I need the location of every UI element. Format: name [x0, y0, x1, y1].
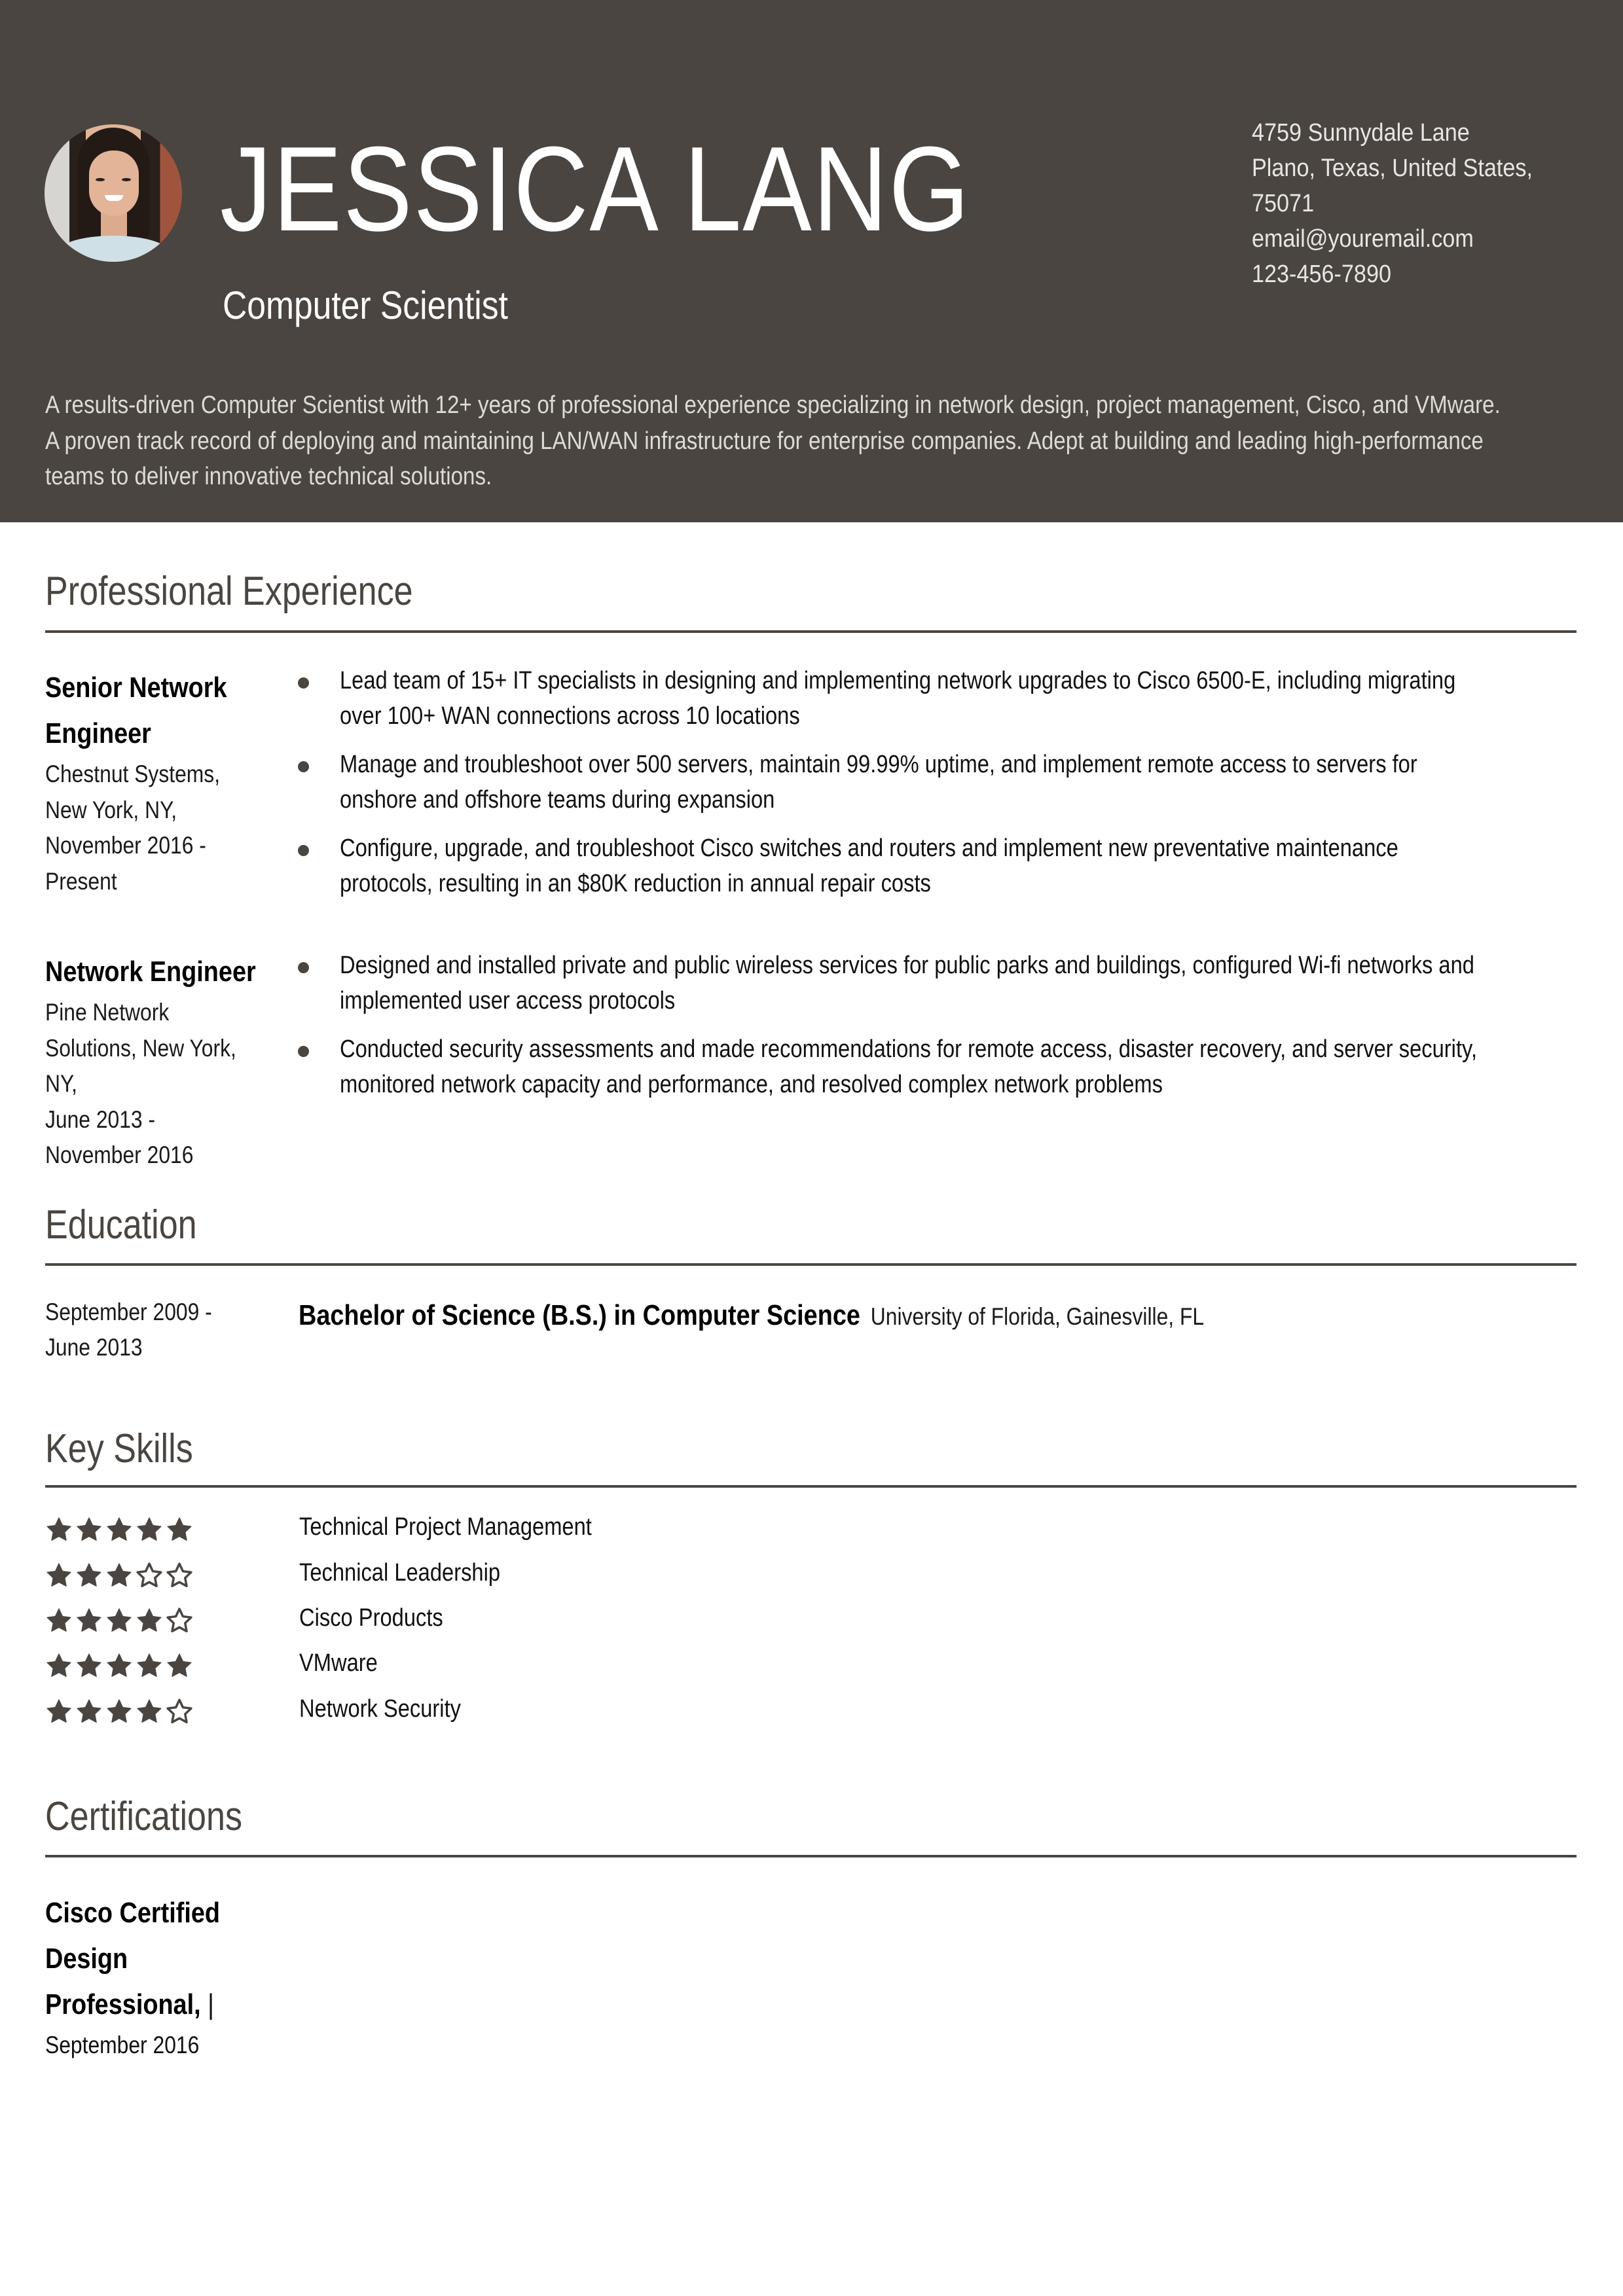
star-rating [45, 1607, 193, 1634]
bullet-line: protocols, resulting in an $80K reduction in annual repair costs [340, 870, 931, 897]
certification-title-line: Design [45, 1943, 128, 1975]
photo-face [89, 151, 139, 216]
bullet-line: onshore and offshore teams during expansion [340, 786, 775, 814]
star-filled-icon [105, 1516, 133, 1543]
skill-label: Network Security [299, 1695, 461, 1723]
job-role: Senior Network [45, 672, 227, 704]
summary [45, 387, 1501, 495]
star-filled-icon [45, 1607, 73, 1634]
star-rating [45, 1562, 193, 1589]
skill-label: Cisco Products [299, 1604, 443, 1632]
bullet-line: Manage and troubleshoot over 500 servers, maintain 99.99% uptime, and implement remote access to servers for [340, 751, 1417, 778]
bullet-line: monitored network capacity and performance, and resolved complex network problems [340, 1071, 1163, 1098]
job-2-bullets [298, 948, 1623, 1115]
summary-line: A proven track record of deploying and maintaining LAN/WAN infrastructure for enterprise companies. Adept at building and leading high-performance [45, 427, 1484, 455]
star-rating [45, 1698, 193, 1725]
job-meta: NY, [45, 1070, 77, 1097]
education-date-line: September 2009 - [45, 1299, 212, 1325]
education-date-line: June 2013 [45, 1334, 143, 1361]
list-item [298, 831, 1623, 901]
list-item [298, 747, 1623, 817]
section-divider [45, 1485, 1577, 1488]
list-item [298, 948, 1623, 1018]
star-filled-icon [166, 1652, 193, 1679]
skill-row [45, 1604, 962, 1646]
skill-row [45, 1513, 962, 1555]
bullet-line: Configure, upgrade, and troubleshoot Cisco switches and routers and implement new preventative maintenance [340, 834, 1398, 862]
profile-photo [45, 124, 182, 262]
certification-title-last: Professional, [45, 1988, 201, 2020]
certification-separator: | [200, 1988, 214, 2020]
section-divider [45, 1263, 1577, 1266]
email[interactable]: email@youremail.com [1252, 225, 1474, 253]
star-filled-icon [105, 1698, 133, 1725]
star-filled-icon [45, 1516, 73, 1543]
candidate-name: JESSICA LANG [220, 121, 971, 256]
section-heading-education: Education [45, 1202, 197, 1247]
job-meta: Pine Network [45, 999, 170, 1026]
address-line-3: 75071 [1252, 190, 1315, 217]
bullet-line: Lead team of 15+ IT specialists in designing and implementing network upgrades to Cisco 6500-E, including migrating [340, 667, 1456, 694]
photo-eye [96, 178, 105, 181]
star-filled-icon [75, 1607, 103, 1634]
job-1-info [45, 665, 282, 899]
star-filled-icon [75, 1562, 103, 1589]
job-1-bullets [298, 663, 1623, 914]
photo-eye [122, 178, 131, 181]
skill-row [45, 1559, 962, 1601]
certification-title-line [45, 1982, 220, 2028]
star-empty-icon [166, 1607, 193, 1634]
list-item [298, 663, 1623, 734]
bullet-line: implemented user access protocols [340, 987, 676, 1014]
education-entry [299, 1299, 1204, 1332]
address-line-2: Plano, Texas, United States, [1252, 154, 1533, 182]
job-meta: November 2016 - [45, 832, 206, 859]
job-meta: Chestnut Systems, [45, 761, 221, 787]
address-line-1: 4759 Sunnydale Lane [1252, 119, 1470, 147]
bullet-text [340, 747, 1623, 817]
bullet-line: Conducted security assessments and made recommendations for remote access, disaster recovery, and server security, [340, 1035, 1478, 1063]
bullet-text [340, 1031, 1623, 1102]
star-filled-icon [166, 1516, 193, 1543]
bullet-icon [298, 962, 309, 973]
star-filled-icon [136, 1516, 163, 1543]
job-meta: Solutions, New York, [45, 1034, 236, 1062]
star-empty-icon [166, 1698, 193, 1725]
bullet-icon [298, 761, 309, 772]
bullet-icon [298, 1046, 309, 1057]
certification-date: September 2016 [45, 2032, 200, 2058]
education-dates [45, 1295, 212, 1365]
section-heading-skills: Key Skills [45, 1426, 193, 1471]
star-filled-icon [75, 1516, 103, 1543]
star-filled-icon [136, 1607, 163, 1634]
job-2-info [45, 949, 282, 1174]
star-filled-icon [45, 1562, 73, 1589]
bullet-text [340, 663, 1623, 734]
skill-row [45, 1649, 962, 1691]
certification-entry [45, 1890, 220, 2063]
job-meta: November 2016 [45, 1141, 194, 1168]
education-school: University of Florida, Gainesville, FL [870, 1303, 1205, 1330]
star-rating [45, 1652, 193, 1679]
section-divider [45, 1855, 1577, 1857]
star-filled-icon [75, 1652, 103, 1679]
star-empty-icon [136, 1562, 163, 1589]
summary-line: A results-driven Computer Scientist with 12+ years of professional experience specializing in network design, project management, Cisco, and VMware. [45, 391, 1501, 419]
star-filled-icon [45, 1652, 73, 1679]
bullet-icon [298, 845, 309, 856]
star-empty-icon [166, 1562, 193, 1589]
bullet-text [340, 948, 1623, 1018]
skill-label: Technical Project Management [299, 1513, 592, 1541]
education-degree: Bachelor of Science (B.S.) in Computer Science [299, 1299, 860, 1331]
job-meta: Present [45, 867, 117, 895]
resume-header [0, 0, 1623, 522]
star-filled-icon [105, 1562, 133, 1589]
job-role: Engineer [45, 717, 151, 749]
skill-label: Technical Leadership [299, 1559, 501, 1587]
skill-row [45, 1695, 962, 1737]
certification-title-line: Cisco Certified [45, 1897, 221, 1929]
star-filled-icon [45, 1698, 73, 1725]
star-filled-icon [136, 1698, 163, 1725]
job-role: Network Engineer [45, 956, 256, 988]
candidate-title: Computer Scientist [223, 283, 508, 327]
star-filled-icon [105, 1652, 133, 1679]
star-filled-icon [105, 1607, 133, 1634]
job-meta: New York, NY, [45, 796, 177, 823]
summary-line: teams to deliver innovative technical solutions. [45, 463, 492, 490]
bullet-line: Designed and installed private and public wireless services for public parks and buildings, configured Wi-fi networks and [340, 952, 1474, 979]
star-filled-icon [136, 1652, 163, 1679]
section-heading-certifications: Certifications [45, 1794, 243, 1839]
section-heading-experience: Professional Experience [45, 569, 413, 614]
section-divider [45, 630, 1577, 633]
bullet-line: over 100+ WAN connections across 10 locations [340, 702, 800, 730]
phone[interactable]: 123-456-7890 [1252, 260, 1391, 288]
star-filled-icon [75, 1698, 103, 1725]
bullet-text [340, 831, 1623, 901]
job-meta: June 2013 - [45, 1105, 156, 1133]
list-item [298, 1031, 1623, 1102]
photo-shirt [54, 236, 172, 262]
bullet-icon [298, 677, 309, 689]
star-rating [45, 1516, 193, 1543]
contact-block [1252, 115, 1533, 292]
skill-label: VMware [299, 1649, 378, 1677]
